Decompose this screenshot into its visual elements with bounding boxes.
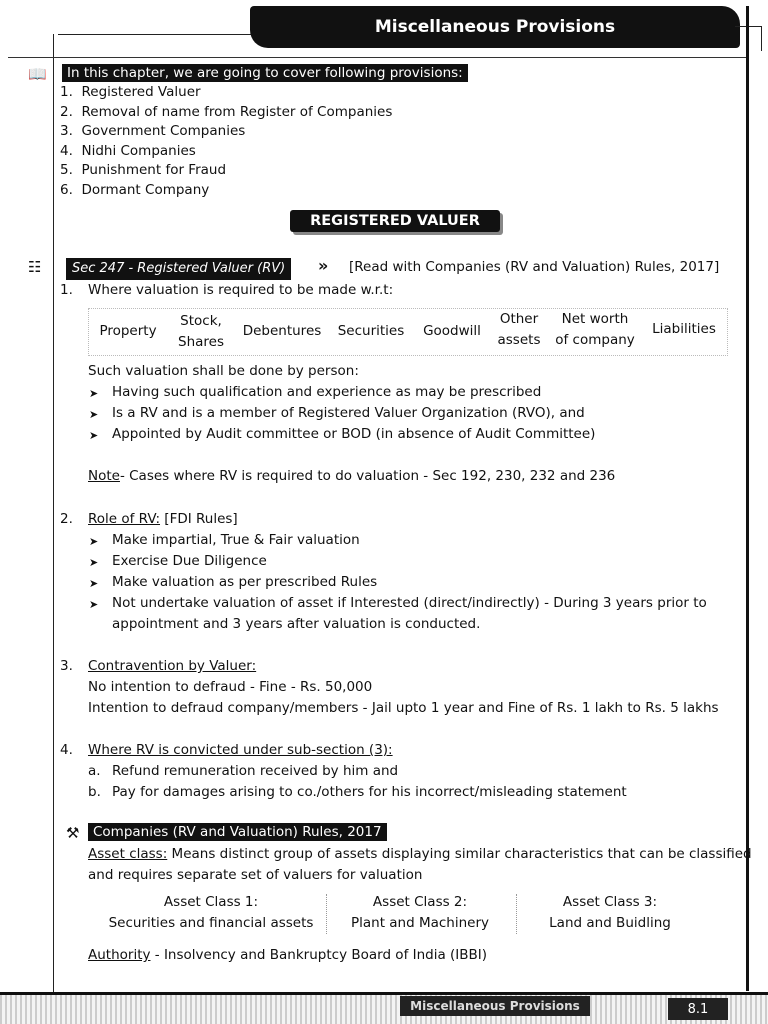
arrow-bullet-icon: ➤: [89, 556, 99, 569]
asset-cell: Debentures: [242, 323, 322, 339]
section-title: REGISTERED VALUER: [290, 210, 500, 232]
list-item: 1. Registered Valuer: [60, 84, 201, 100]
p3-line: No intention to defraud - Fine - Rs. 50,000: [88, 679, 373, 695]
arrow-bullet-icon: ➤: [89, 598, 99, 611]
list-item: 3. Government Companies: [60, 123, 246, 140]
asset-class-cell: Asset Class 2: Plant and Machinery: [350, 894, 490, 931]
list-item-text: Refund remuneration received by him and: [112, 763, 399, 779]
p3-title: Contravention by Valuer:: [88, 658, 257, 674]
sec247-note: [Read with Companies (RV and Valuation) Rules, 2017]: [349, 259, 720, 275]
p1-text: Where valuation is required to be made w.r.t:: [88, 282, 394, 298]
arrow-bullet-icon: ➤: [89, 577, 99, 590]
asset-class-cell: Asset Class 1: Securities and financial assets: [108, 894, 314, 931]
asset-class-line: and requires separate set of valuers for valuation: [88, 867, 423, 883]
arrow-bullet-icon: ➤: [89, 535, 99, 548]
list-item: 4. Nidhi Companies: [60, 142, 196, 159]
list-item: b.: [88, 784, 101, 800]
asset-cell: Other assets: [497, 311, 541, 348]
note-line: Note- Cases where RV is required to do valuation - Sec 192, 230, 232 and 236: [88, 468, 616, 484]
footer-rule: [0, 992, 768, 995]
left-margin-rule: [53, 34, 54, 994]
p1-number: 1.: [60, 282, 73, 298]
asset-cell: Goodwill: [423, 323, 481, 339]
asset-cell: Property: [99, 323, 157, 339]
asset-table: [88, 308, 728, 356]
arrow-bullet-icon: ➤: [89, 387, 99, 400]
p2-number: 2.: [60, 511, 73, 527]
asset-cell: Stock, Shares: [178, 313, 224, 350]
bullet-text: Make impartial, True & Fair valuation: [112, 532, 360, 548]
asset-class-cell: Asset Class 3: Land and Buidling: [549, 894, 671, 931]
footer-title: Miscellaneous Provisions: [400, 996, 590, 1016]
bullet-text: Make valuation as per prescribed Rules: [112, 574, 378, 590]
list-icon: ☷: [28, 258, 42, 276]
divider: [516, 894, 517, 934]
p3-line: Intention to defraud company/members - Jail upto 1 year and Fine of Rs. 1 lakh to Rs. 5 lakhs: [88, 700, 719, 716]
divider: [326, 894, 327, 934]
bullet-text: Having such qualification and experience as may be prescribed: [112, 384, 542, 400]
list-item: a.: [88, 763, 101, 779]
right-margin-bar: [746, 6, 749, 991]
p3-number: 3.: [60, 658, 73, 674]
page-number: 8.1: [668, 998, 728, 1020]
asset-class-line: Asset class: Means distinct group of assets displaying similar characteristics that can be classified: [88, 846, 752, 862]
chevron-right-icon: »: [318, 256, 329, 275]
book-icon: 📖: [28, 65, 47, 83]
arrow-bullet-icon: ➤: [89, 408, 99, 421]
intro-list: [60, 83, 392, 201]
bullet-text: Not undertake valuation of asset if Interested (direct/indirectly) - During 3 years prior to: [112, 595, 707, 611]
by-person-text: Such valuation shall be done by person:: [88, 363, 359, 379]
p4-number: 4.: [60, 742, 73, 758]
asset-cell: Securities: [337, 323, 405, 339]
asset-cell: Liabilities: [652, 321, 716, 337]
arrow-bullet-icon: ➤: [89, 429, 99, 442]
list-item-text: Pay for damages arising to co./others for his incorrect/misleading statement: [112, 784, 627, 800]
asset-cell: Net worth of company: [555, 311, 635, 348]
bullet-text-cont: appointment and 3 years after valuation is conducted.: [112, 616, 481, 632]
list-item: 6. Dormant Company: [60, 181, 210, 198]
authority-line: Authority - Insolvency and Bankruptcy Board of India (IBBI): [88, 947, 488, 963]
footer-band: [0, 992, 768, 1024]
sec247-label: Sec 247 - Registered Valuer (RV): [66, 258, 291, 280]
intro-heading: In this chapter, we are going to cover following provisions:: [62, 64, 468, 82]
header-separator: [8, 57, 746, 58]
chapter-title: Miscellaneous Provisions: [250, 6, 740, 48]
list-item: 2. Removal of name from Register of Companies: [60, 103, 393, 120]
bullet-text: Exercise Due Diligence: [112, 553, 267, 569]
bullet-text: Appointed by Audit committee or BOD (in absence of Audit Committee): [112, 426, 596, 442]
p2-title: Role of RV: [FDI Rules]: [88, 511, 238, 527]
gavel-icon: ⚒: [66, 824, 80, 842]
rules-heading: Companies (RV and Valuation) Rules, 2017: [88, 823, 387, 841]
asset-class-table: [100, 890, 700, 936]
bullet-text: Is a RV and is a member of Registered Valuer Organization (RVO), and: [112, 405, 585, 421]
p4-title: Where RV is convicted under sub-section (3):: [88, 742, 393, 758]
header-rule: [58, 34, 258, 35]
list-item: 5. Punishment for Fraud: [60, 162, 227, 179]
